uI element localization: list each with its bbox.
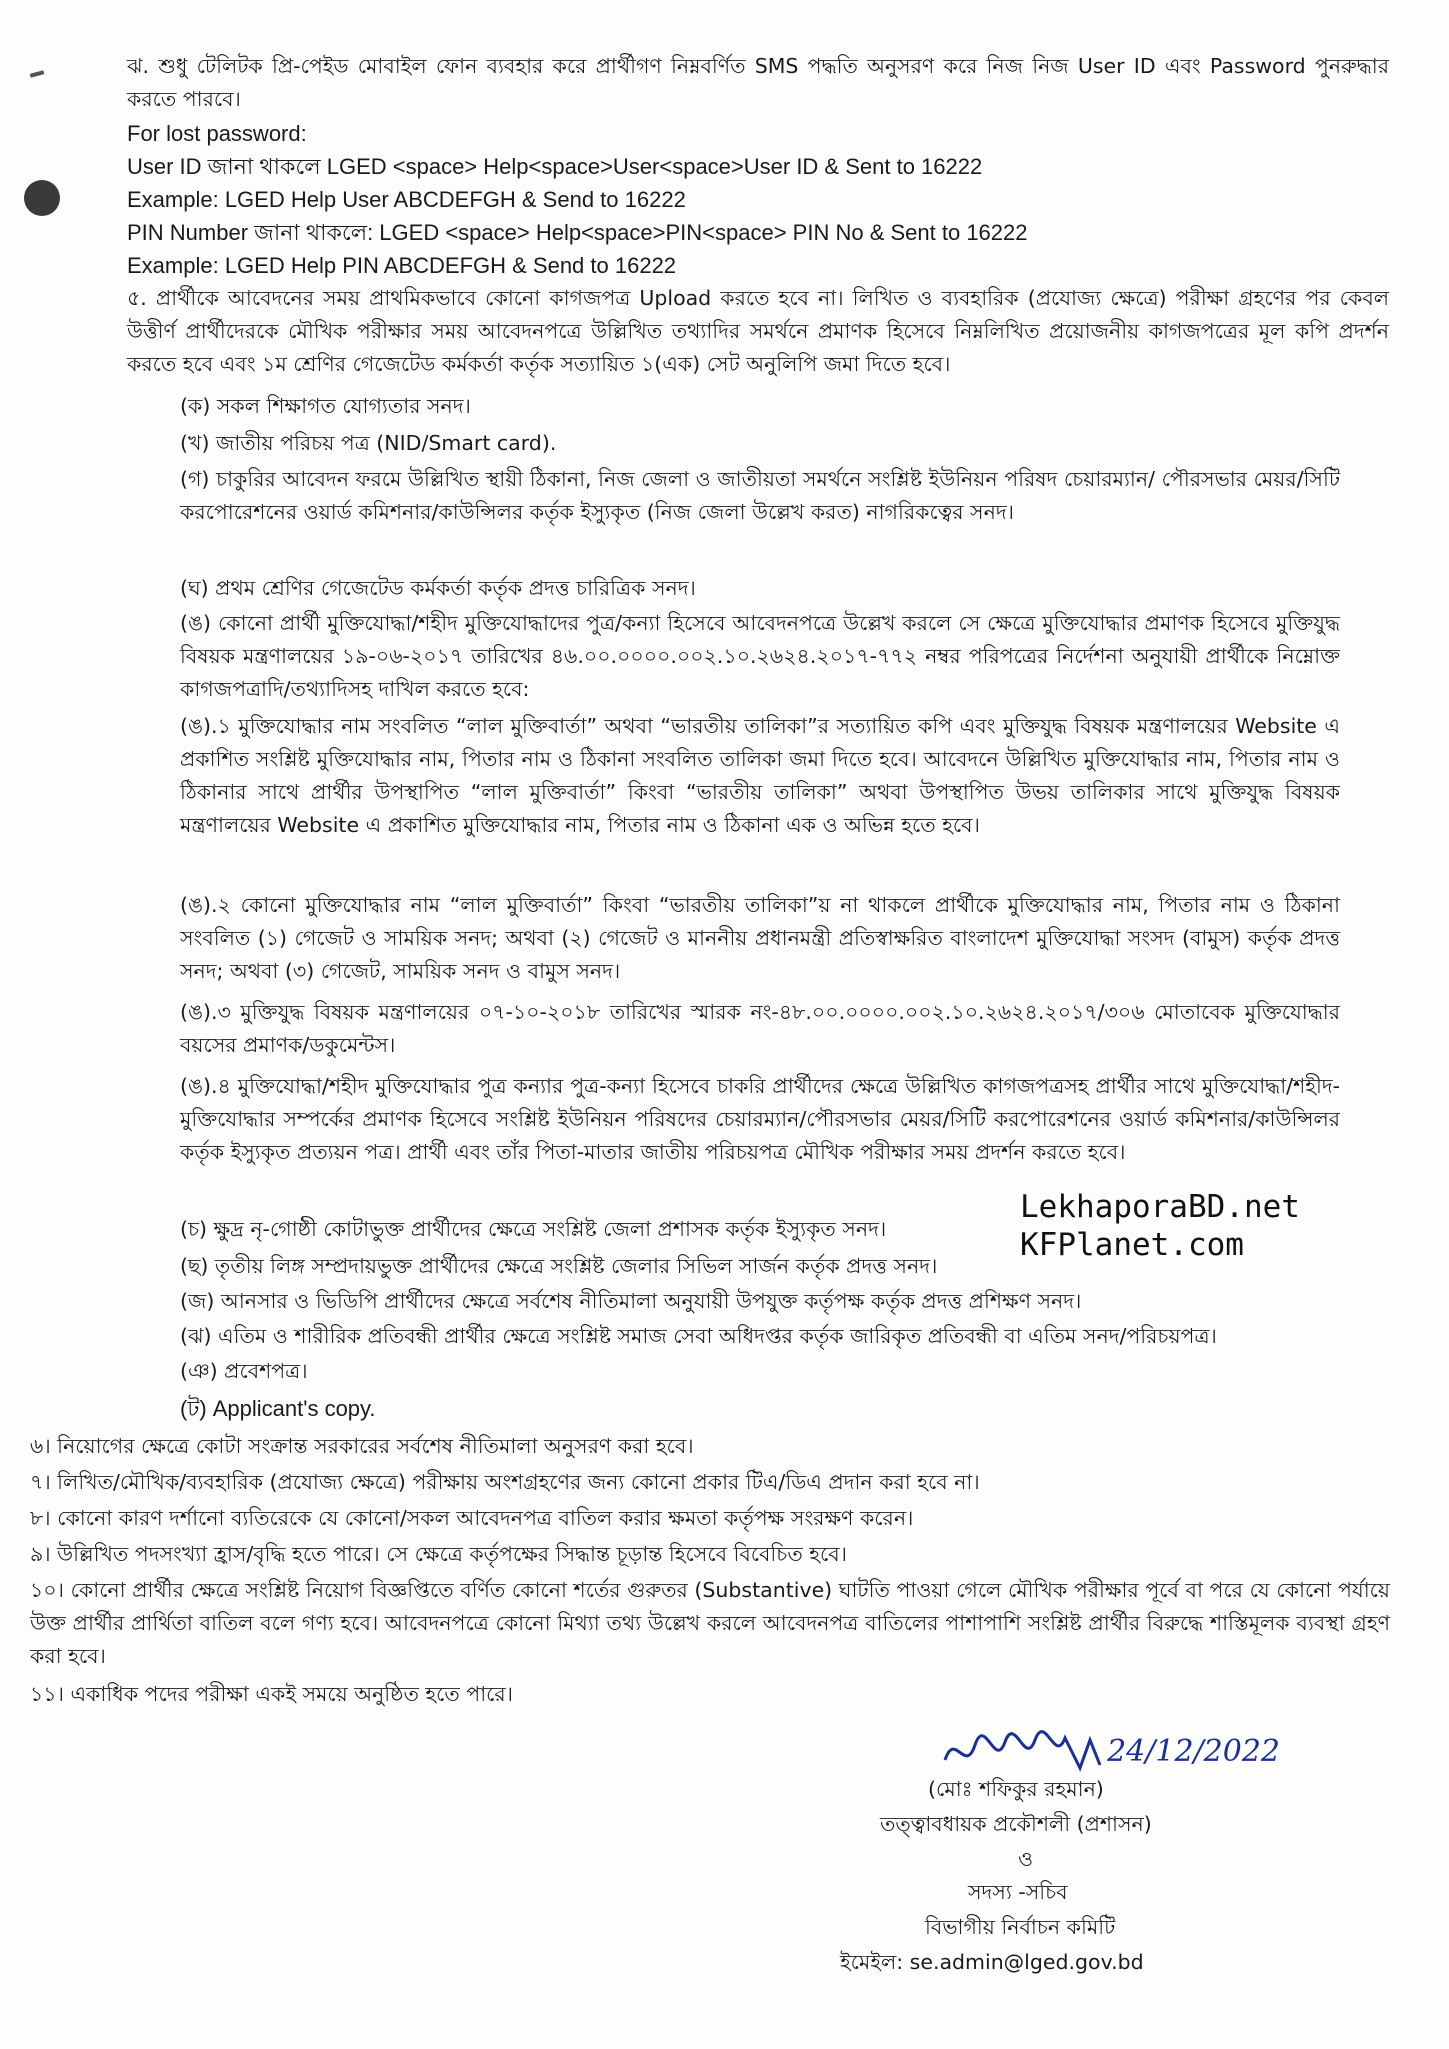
item-uma-2: (ঙ).২ কোনো মুক্তিযোদ্ধার নাম “লাল মুক্তিবার্তা” কিংবা “ভারতীয় তালিকা”য় না থাকলে প্রার্থীকে মুক্তিযোদ্ধার নাম, পিতার নাম ও ঠিকানা সংবলিত (১) গেজেট ও সাময়িক সনদ; অথবা (২) গেজেট ও মাননীয় প্রধানমন্ত্রী প্রতিস্বাক্ষরিত বাংলাদেশ মুক্তিযোদ্ধা সংসদ (বামুস) কর্তৃক প্রদত্ত সনদ; অথবা (৩) গেজেট, সাময়িক সনদ ও বামুস সনদ। [180,893,1340,983]
item-cha: (চ) ক্ষুদ্র নৃ-গোষ্ঠী কোটাভুক্ত প্রার্থীদের ক্ষেত্রে সংশ্লিষ্ট জেলা প্রশাসক কর্তৃক ইস্যুকৃত সনদ। [180,1217,887,1241]
sms-userid-example: Example: LGED Help User ABCDEFGH & Send to 16222 [127,187,686,212]
item-ja: (জ) আনসার ও ভিডিপি প্রার্থীদের ক্ষেত্রে সর্বশেষ নীতিমালা অনুযায়ী উপযুক্ত কর্তৃপক্ষ কর্তৃক প্রদত্ত প্রশিক্ষণ সনদ। [180,1289,1082,1313]
officer-role: সদস্য -সচিব [968,1880,1068,1904]
sms-paragraph: ঝ. শুধু টেলিটক প্রি-পেইড মোবাইল ফোন ব্যবহার করে প্রার্থীগণ নিম্নবর্ণিত SMS পদ্ধতি অনুসরণ করে নিজ নিজ User ID এবং Password পুনরুদ্ধার করতে পারবে। [127,54,1389,111]
section-5-intro: ৫. প্রার্থীকে আবেদনের সময় প্রাথমিকভাবে কোনো কাগজপত্র Upload করতে হবে না। লিখিত ও ব্যবহারিক (প্রযোজ্য ক্ষেত্রে) পরীক্ষা গ্রহণের পর কেবল উত্তীর্ণ প্রার্থীদেরকে মৌখিক পরীক্ষার সময় আবেদনপত্রে উল্লিখিত তথ্যাদির সমর্থনে প্রমাণক হিসেবে নিম্নলিখিত প্রয়োজনীয় কাগজপত্রের মূল কপি প্রদর্শন করতে হবে এবং ১ম শ্রেণির গেজেটেড কর্মকর্তা কর্তৃক সত্যায়িত ১(এক) সেট অনুলিপি জমা দিতে হবে। [127,286,1389,376]
rule-7: ৭। লিখিত/মৌখিক/ব্যবহারিক (প্রযোজ্য ক্ষেত্রে) পরীক্ষায় অংশগ্রহণের জন্য কোনো প্রকার টিএ/ডিএ প্রদান করা হবে না। [30,1470,980,1494]
item-gha: (ঘ) প্রথম শ্রেণির গেজেটেড কর্মকর্তা কর্তৃক প্রদত্ত চারিত্রিক সনদ। [180,576,696,600]
sms-pin-example: Example: LGED Help PIN ABCDEFGH & Send to 16222 [127,253,677,278]
rule-9: ৯। উল্লিখিত পদসংখ্যা হ্রাস/বৃদ্ধি হতে পারে। সে ক্ষেত্রে কর্তৃপক্ষের সিদ্ধান্ত চূড়ান্ত হিসেবে বিবেচিত হবে। [30,1542,847,1566]
punch-hole [24,180,60,216]
item-uma-4: (ঙ).৪ মুক্তিযোদ্ধা/শহীদ মুক্তিযোদ্ধার পুত্র কন্যার পুত্র-কন্যা হিসেবে চাকরি প্রার্থীদের ক্ষেত্রে উল্লিখিত কাগজপত্রসহ প্রার্থীর সাথে মুক্তিযোদ্ধা/শহীদ-মুক্তিযোদ্ধার সম্পর্কের প্রমাণক হিসেবে সংশ্লিষ্ট ইউনিয়ন পরিষদের চেয়ারম্যান/পৌরসভার মেয়র/সিটি করপোরেশনের ওয়ার্ড কমিশনার/কাউন্সিলর কর্তৃক ইস্যুকৃত প্রত্যয়ন পত্র। প্রার্থী এবং তাঁর পিতা-মাতার জাতীয় পরিচয়পত্র মৌখিক পরীক্ষার সময় প্রদর্শন করতে হবে। [180,1074,1340,1164]
item-kha: (খ) জাতীয় পরিচয় পত্র (NID/Smart card). [180,431,557,455]
item-jha: (ঝ) এতিম ও শারীরিক প্রতিবন্ধী প্রার্থীর ক্ষেত্রে সংশ্লিষ্ট সমাজ সেবা অধিদপ্তর কর্তৃক জারিকৃত প্রতিবন্ধী বা এতিম সনদ/পরিচয়পত্র। [180,1324,1217,1348]
item-uma-3: (ঙ).৩ মুক্তিযুদ্ধ বিষয়ক মন্ত্রণালয়ের ০৭-১০-২০১৮ তারিখের স্মারক নং-৪৮.০০.০০০০.০০২.১০.২৬২৪.২০১৭/৩০৬ মোতাবেক মুক্তিযোদ্ধার বয়সের প্রমাণক/ডকুমেন্টস। [180,1000,1340,1057]
item-ga: (গ) চাকুরির আবেদন ফরমে উল্লিখিত স্থায়ী ঠিকানা, নিজ জেলা ও জাতীয়তা সমর্থনে সংশ্লিষ্ট ইউনিয়ন পরিষদ চেয়ারম্যান/ পৌরসভার মেয়র/সিটি করপোরেশনের ওয়ার্ড কমিশনার/কাউন্সিলর কর্তৃক ইস্যুকৃত (নিজ জেলা উল্লেখ করত) নাগরিকত্বের সনদ। [180,467,1340,524]
officer-title: তত্ত্বাবধায়ক প্রকৌশলী (প্রশাসন) [880,1812,1152,1836]
sms-pin-instruction: PIN Number জানা থাকলে: LGED <space> Help<space>PIN<space> PIN No & Sent to 16222 [127,220,1028,245]
item-ka: (ক) সকল শিক্ষাগত যোগ্যতার সনদ। [180,394,471,418]
signature-date: 24/12/2022 [1107,1734,1280,1769]
item-uma-1: (ঙ).১ মুক্তিযোদ্ধার নাম সংবলিত “লাল মুক্তিবার্তা” অথবা “ভারতীয় তালিকা”র সত্যায়িত কপি এবং মুক্তিযুদ্ধ বিষয়ক মন্ত্রণালয়ের Website এ প্রকাশিত সংশ্লিষ্ট মুক্তিযোদ্ধার নাম, পিতার নাম ও ঠিকানা সংবলিত তালিকা জমা দিতে হবে। আবেদনে উল্লিখিত মুক্তিযোদ্ধার নাম, পিতার নাম ও ঠিকানার সাথে প্রার্থীর উপস্থাপিত “লাল মুক্তিবার্তা” কিংবা “ভারতীয় তালিকা” অথবা উপস্থাপিত উভয় তালিকার সাথে মুক্তিযুদ্ধ বিষয়ক মন্ত্রণালয়ের Website এ প্রকাশিত মুক্তিযোদ্ধার নাম, পিতার নাম ও ঠিকানা এক ও অভিন্ন হতে হবে। [180,714,1340,837]
committee-name: বিভাগীয় নির্বাচন কমিটি [925,1915,1116,1939]
item-ta: (ট) Applicant's copy. [180,1396,376,1421]
conjunction-and: ও [1018,1847,1034,1871]
watermark-line-2: KFPlanet.com [1020,1227,1244,1263]
item-uma: (ঙ) কোনো প্রার্থী মুক্তিযোদ্ধা/শহীদ মুক্তিযোদ্ধাদের পুত্র/কন্যা হিসেবে আবেদনপত্রে উল্লেখ করলে সে ক্ষেত্রে মুক্তিযোদ্ধার প্রমাণক হিসেবে মুক্তিযুদ্ধ বিষয়ক মন্ত্রণালয়ের ১৯-০৬-২০১৭ তারিখের ৪৬.০০.০০০০.০০২.১০.২৬২৪.২০১৭-৭৭২ নম্বর পরিপত্রের নির্দেশনা অনুযায়ী প্রার্থীকে নিম্নোক্ত কাগজপত্রাদি/তথ্যাদিসহ দাখিল করতে হবে: [180,611,1340,701]
item-nya: (ঞ) প্রবেশপত্র। [180,1359,308,1383]
scan-mark [30,70,45,77]
contact-email: ইমেইল: se.admin@lged.gov.bd [840,1950,1144,1974]
sms-userid-instruction: User ID জানা থাকলে LGED <space> Help<space>User<space>User ID & Sent to 16222 [127,154,983,179]
rule-8: ৮। কোনো কারণ দর্শানো ব্যতিরেকে যে কোনো/সকল আবেদনপত্র বাতিল করার ক্ষমতা কর্তৃপক্ষ সংরক্ষণ করেন। [30,1506,914,1530]
item-chha: (ছ) তৃতীয় লিঙ্গ সম্প্রদায়ভুক্ত প্রার্থীদের ক্ষেত্রে সংশ্লিষ্ট জেলার সিভিল সার্জন কর্তৃক প্রদত্ত সনদ। [180,1254,938,1278]
watermark-text [1020,1188,1300,1264]
watermark-line-1: LekhaporaBD.net [1020,1189,1300,1225]
rule-6: ৬। নিয়োগের ক্ষেত্রে কোটা সংক্রান্ত সরকারের সর্বশেষ নীতিমালা অনুসরণ করা হবে। [30,1434,694,1458]
rule-11: ১১। একাধিক পদের পরীক্ষা একই সময়ে অনুষ্ঠিত হতে পারে। [30,1682,513,1706]
lost-password-title: For lost password: [127,121,307,146]
rule-10: ১০। কোনো প্রার্থীর ক্ষেত্রে সংশ্লিষ্ট নিয়োগ বিজ্ঞপ্তিতে বর্ণিত কোনো শর্তের গুরুতর (Substantive) ঘাটতি পাওয়া গেলে মৌখিক পরীক্ষার পূর্বে বা পরে যে কোনো পর্যায়ে উক্ত প্রার্থীর প্রার্থিতা বাতিল বলে গণ্য হবে। আবেদনপত্রে কোনো মিথ্যা তথ্য উল্লেখ করলে আবেদনপত্র বাতিলের পাশাপাশি সংশ্লিষ্ট প্রার্থীর বিরুদ্ধে শাস্তিমূলক ব্যবস্থা গ্রহণ করা হবে। [30,1578,1390,1668]
officer-name: (মোঃ শফিকুর রহমান) [928,1777,1104,1801]
